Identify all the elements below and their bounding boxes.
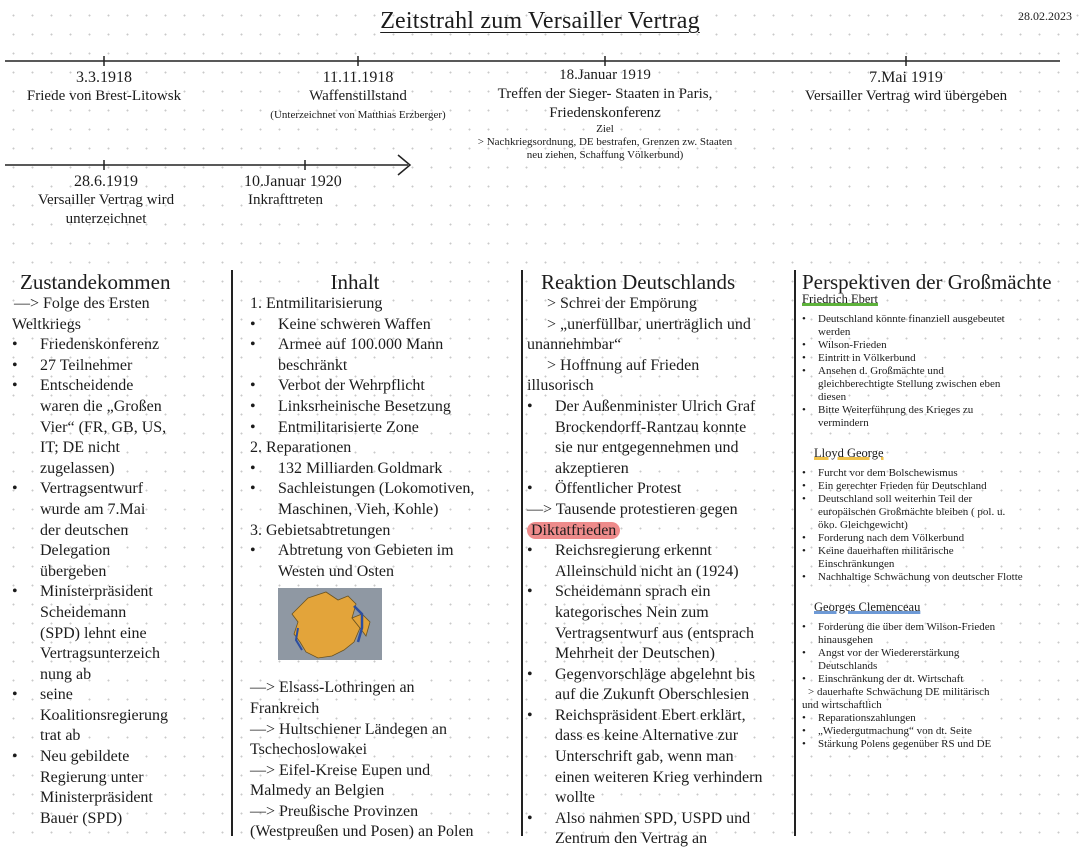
list-item: • Keine schweren Waffen: [250, 315, 522, 336]
column-zustandekommen: [12, 270, 224, 829]
event-label: Treffen der Sieger- Staaten in Paris,: [497, 86, 713, 102]
bullet-list: [802, 712, 1078, 751]
list-item: • Nachhaltige Schwächung von deutscher Flotte: [802, 571, 1078, 584]
list-item: • Scheidemann sprach ein kategorisches Nein zum Vertragsentwurf aus (entsprach Mehrheit der Deutschen): [527, 582, 795, 664]
date-label: 28.02.2023: [1018, 9, 1072, 23]
column-divider: [231, 270, 233, 836]
event-date: 28.6.1919: [74, 173, 138, 190]
list-item: • Linksrheinische Besetzung: [250, 397, 522, 418]
event-note: neu ziehen, Schaffung Völkerbund): [526, 149, 684, 161]
event-date: 10.Januar 1920: [244, 173, 342, 190]
event-label: Versailler Vertrag wird: [37, 192, 175, 208]
bullet-list: [527, 541, 795, 850]
list-item: • 27 Teilnehmer: [12, 356, 224, 377]
bullet-list: [250, 541, 522, 582]
text-line: > dauerhafte Schwächung DE militärisch: [808, 686, 990, 698]
text-line: und wirtschaftlich: [802, 699, 882, 711]
event-date: 3.3.1918: [76, 69, 132, 86]
list-item: • Entscheidende waren die „Großen Vier“ (FR, GB, US, IT; DE nicht zugelassen): [12, 376, 224, 479]
timeline-event: [244, 172, 364, 210]
list-item: • Abtretung von Gebieten im Westen und Osten: [250, 541, 522, 582]
list-item: • Öffentlicher Protest: [527, 479, 795, 500]
list-item: • Reichspräsident Ebert erklärt, dass es keine Alternative zur Unterschrift gab, wenn man einen weiteren Krieg verhindern wollte: [527, 706, 795, 809]
section-heading: 3. Gebietsabtretungen: [250, 521, 391, 539]
text-line: —> Elsass-Lothringen an: [250, 679, 415, 697]
text-line: Weltkriegs: [12, 315, 81, 333]
list-item: • Ein gerechter Frieden für Deutschland: [802, 480, 1078, 493]
list-item: • Furcht vor dem Bolschewismus: [802, 467, 1078, 480]
list-item: • Deutschland könnte finanziell ausgebeutet werden: [802, 313, 1078, 339]
event-label: Versailler Vertrag wird übergeben: [804, 88, 1008, 104]
event-label: Friede von Brest-Litowsk: [26, 88, 182, 104]
person-label-ebert: Friedrich Ebert: [802, 292, 879, 306]
person-label-clemenceau: Georges Clemenceau: [814, 600, 921, 614]
list-item: • Wilson-Frieden: [802, 339, 1078, 352]
list-item: • Reparationszahlungen: [802, 712, 1078, 725]
list-item: • „Wiedergutmachung“ von dt. Seite: [802, 725, 1078, 738]
bullet-list: [802, 467, 1078, 584]
text-line: —> Eifel-Kreise Eupen und: [250, 761, 431, 779]
bullet-list: [250, 459, 522, 521]
text-line: —> Hultschiener Ländegen an: [250, 720, 447, 738]
timeline-event: [782, 68, 1030, 106]
event-label: Inkrafttreten: [248, 192, 323, 208]
event-date: 7.Mai 1919: [869, 69, 943, 86]
column-heading: Reaktion Deutschlands: [541, 270, 736, 294]
list-item: • Verbot der Wehrpflicht: [250, 376, 522, 397]
section-heading: 1. Entmilitarisierung: [250, 295, 383, 312]
event-date: 18.Januar 1919: [559, 67, 651, 83]
timeline-event: [14, 68, 194, 106]
timeline-event: [440, 66, 770, 162]
list-item: • seine Koalitionsregierung trat ab: [12, 685, 224, 747]
germany-map-image: [278, 588, 382, 660]
list-item: • Gegenvorschläge abgelehnt bis auf die Zukunft Oberschlesien: [527, 665, 795, 706]
event-note: Ziel: [596, 123, 614, 135]
timeline-event: [8, 172, 204, 229]
list-item: • Forderung die über dem Wilson-Frieden hinausgehen: [802, 621, 1078, 647]
list-item: • Reichsregierung erkennt Alleinschuld nicht an (1924): [527, 541, 795, 582]
column-reaktion: [527, 270, 795, 850]
bullet-list: [12, 335, 224, 829]
list-item: • Eintritt in Völkerbund: [802, 352, 1078, 365]
list-item: • Also nahmen SPD, USPD und Zentrum den Vertrag an: [527, 809, 795, 850]
list-item: • Angst vor der Wiedererstärkung Deutschlands: [802, 647, 1078, 673]
list-item: • Bitte Weiterführung des Krieges zu vermindern: [802, 404, 1078, 430]
list-item: • Ansehen d. Großmächte und gleichberechtigte Stellung zwischen eben diesen: [802, 365, 1078, 404]
column-heading: Inhalt: [330, 270, 380, 294]
event-note: > Nachkriegsordnung, DE bestrafen, Grenzen zw. Staaten: [477, 136, 733, 148]
bullet-list: [802, 313, 1078, 430]
list-item: • Friedenskonferenz: [12, 335, 224, 356]
list-item: • Der Außenminister Ulrich Graf Brockendorff-Rantzau konnte sie nur entgegennehmen und akzeptieren: [527, 397, 795, 479]
list-item: • Stärkung Polens gegenüber RS und DE: [802, 738, 1078, 751]
list-item: • Deutschland soll weiterhin Teil der europäischen Großmächte bleiben ( pol. u. öko. Gleichgewicht): [802, 493, 1078, 532]
bullet-list: [250, 315, 522, 439]
person-label-lloyd-george: Lloyd George: [814, 446, 884, 460]
bullet-list: [527, 397, 795, 500]
text-line: Frankreich: [250, 699, 320, 717]
list-item: • Keine dauerhaften militärische Einschränkungen: [802, 545, 1078, 571]
list-item: • Einschränkung der dt. Wirtschaft: [802, 673, 1078, 686]
text-line: —> Folge des Ersten: [14, 295, 150, 312]
bullet-list: [802, 621, 1078, 686]
text-line: Malmedy an Belgien: [250, 782, 385, 800]
list-item: • Entmilitarisierte Zone: [250, 418, 522, 439]
text-line: > „unerfüllbar, unerträglich und: [547, 315, 751, 333]
event-date: 11.11.1918: [322, 69, 394, 86]
highlight-diktatfrieden: Diktatfrieden: [527, 522, 620, 539]
cessions-list: [250, 678, 522, 843]
event-label: Waffenstillstand: [309, 88, 407, 104]
column-perspektiven: [802, 270, 1078, 751]
event-note: (Unterzeichnet von Matthias Erzberger): [270, 109, 446, 121]
text-line: (Westpreußen und Posen) an Polen: [250, 823, 474, 841]
text-line: —> Tausende protestieren gegen: [527, 500, 738, 518]
event-label: unterzeichnet: [65, 211, 147, 227]
page-title: Zeitstrahl zum Versailler Vertrag: [380, 8, 700, 34]
list-item: • Vertragsentwurf wurde am 7.Mai der deutschen Delegation übergeben: [12, 479, 224, 582]
event-label: Friedenskonferenz: [549, 105, 661, 121]
column-inhalt: [250, 270, 522, 843]
list-item: • Armee auf 100.000 Mann beschränkt: [250, 335, 522, 376]
column-heading: Perspektiven der Großmächte: [802, 270, 1052, 294]
list-item: • Forderung nach dem Völkerbund: [802, 532, 1078, 545]
text-line: —> Preußische Provinzen: [250, 802, 419, 820]
text-line: Tschechoslowakei: [250, 741, 368, 759]
text-line: > Hoffnung auf Frieden: [547, 356, 700, 374]
section-heading: 2. Reparationen: [250, 439, 352, 457]
list-item: • Sachleistungen (Lokomotiven, Maschinen, Vieh, Kohle): [250, 479, 522, 520]
text-line: illusorisch: [527, 377, 594, 395]
list-item: • 132 Milliarden Goldmark: [250, 459, 522, 480]
text-line: > Schrei der Empörung: [547, 295, 697, 312]
column-heading: Zustandekommen: [20, 270, 171, 294]
list-item: • Neu gebildete Regierung unter Ministerpräsident Bauer (SPD): [12, 747, 224, 829]
list-item: • Ministerpräsident Scheidemann (SPD) lehnt eine Vertragsunterzeich nung ab: [12, 582, 224, 685]
text-line: unannehmbar“: [527, 336, 622, 354]
